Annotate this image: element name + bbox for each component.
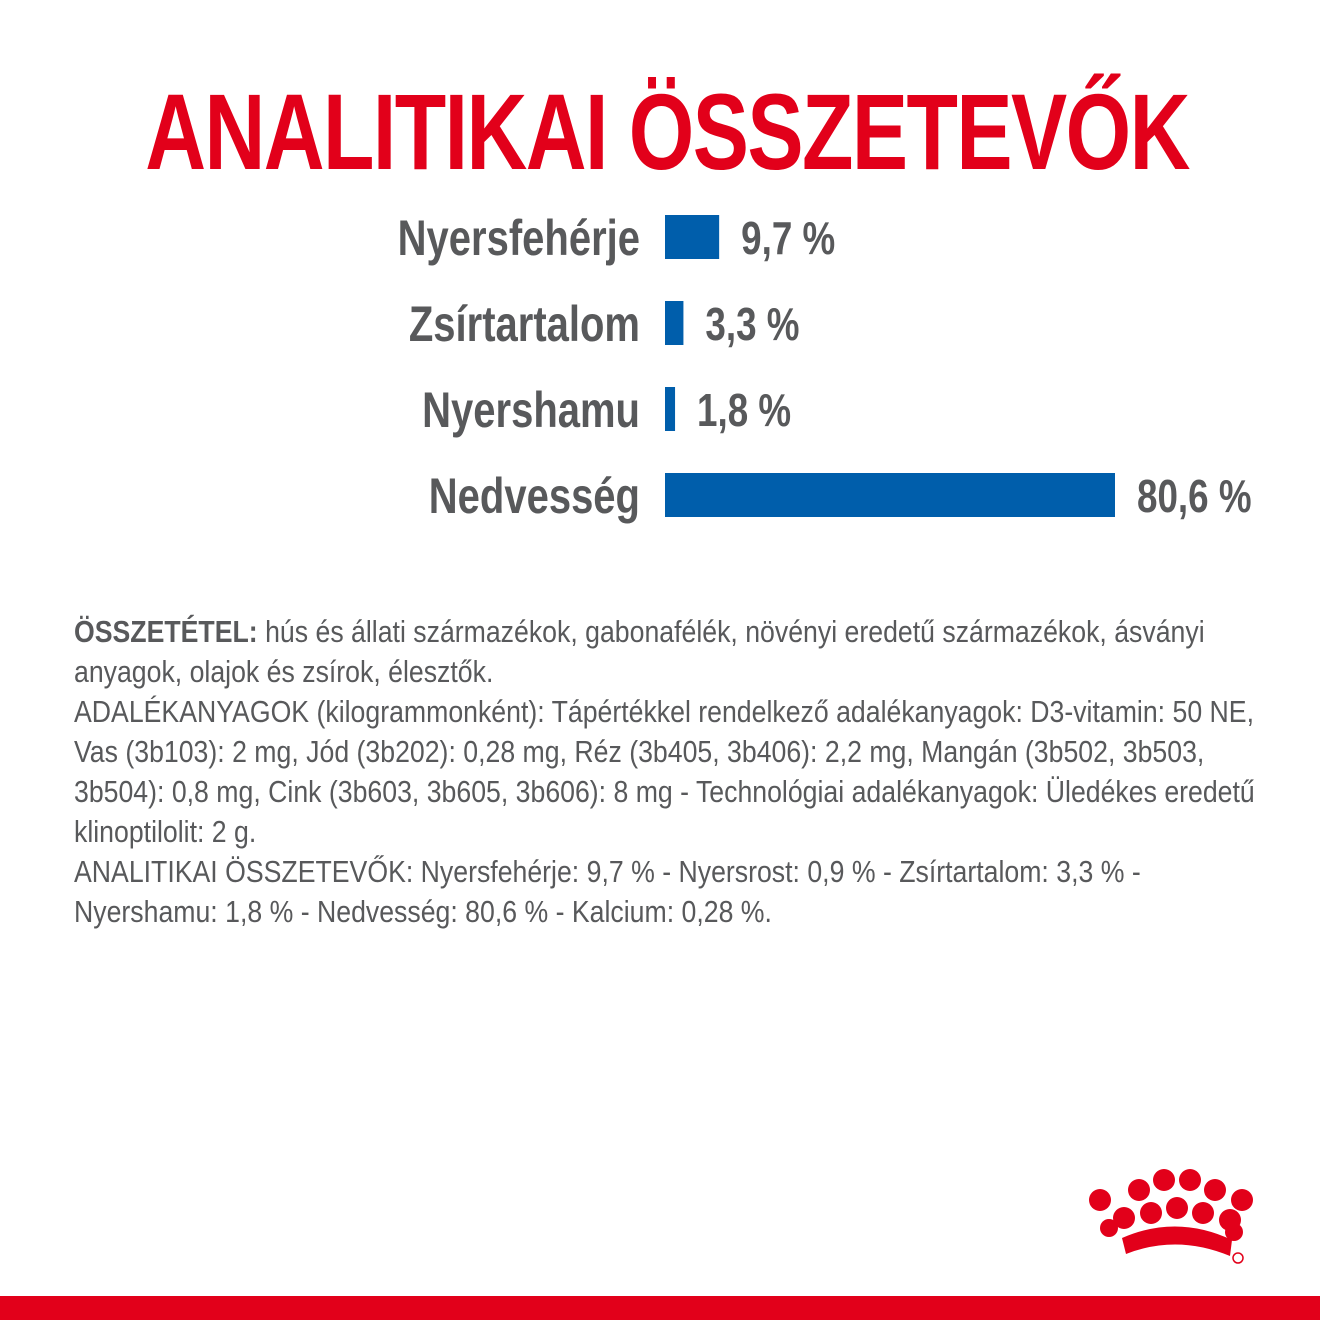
composition-ingredients: hús és állati származékok, gabonafélék, növényi eredetű származékok, ásványi anyagok, olajok és zsírok, élesztők. [74, 614, 1205, 689]
bar [665, 473, 1115, 517]
category-label: Nyersfehérje [397, 209, 640, 267]
analytical-paragraph: ANALITIKAI ÖSSZETEVŐK: Nyersfehérje: 9,7 % - Nyersrost: 0,9 % - Zsírtartalom: 3,3 % - Nyershamu: 1,8 % - Nedvesség: 80,6 % - Kalcium: 0,28 %. [74, 854, 1141, 929]
value-label: 3,3 % [705, 298, 800, 350]
bar [665, 301, 683, 345]
category-label: Nedvesség [428, 467, 640, 525]
additives-paragraph: ADALÉKANYAGOK (kilogrammonként): Tápértékkel rendelkező adalékanyagok: D3-vitamin: 50 NE, Vas (3b103): 2 mg, Jód (3b202): 0,28 mg, Réz (3b405, 3b406): 2,2 mg, Mangán (3b502, 3b503, 3b504): 0,8 mg, Cink (3b603, 3b605, 3b606): 8 mg - Technológiai adalékanyagok: Üledékes eredetű klinoptilolit: 2 g. [74, 694, 1255, 849]
bar [665, 387, 675, 431]
bar [665, 215, 719, 259]
brand-footer-bar [0, 1296, 1320, 1320]
nutrient-bar-chart [0, 200, 1320, 570]
category-label: Nyershamu [422, 381, 640, 439]
value-label: 9,7 % [741, 212, 836, 264]
page-title: ANALITIKAI ÖSSZETEVŐK [145, 71, 1189, 192]
composition-text [74, 612, 1261, 932]
category-label: Zsírtartalom [408, 295, 640, 353]
crown-logo-icon [1082, 1168, 1262, 1268]
value-label: 80,6 % [1137, 470, 1252, 522]
composition-paragraph [74, 612, 1261, 692]
composition-label: ÖSSZETÉTEL: [74, 614, 258, 649]
value-label: 1,8 % [697, 384, 792, 436]
